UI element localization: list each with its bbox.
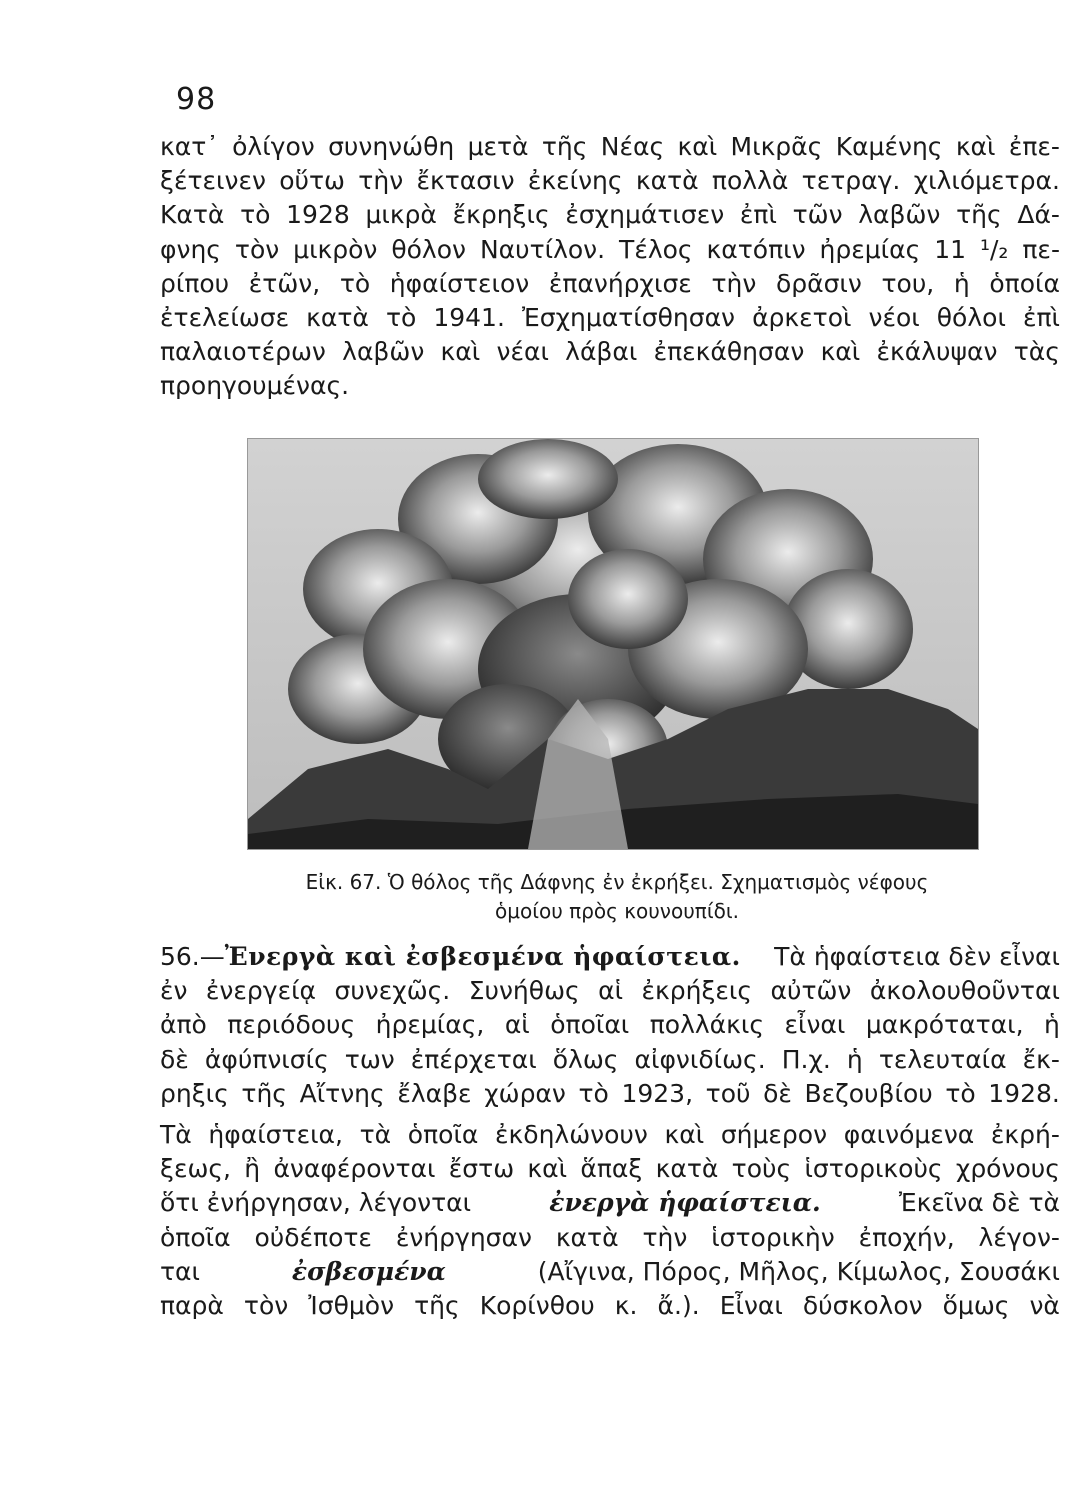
text-line: φνης τὸν μικρὸν θόλον Ναυτίλον. Τέλος κατόπιν ἠρεμίας 11 ¹/₂ πε- [160, 234, 1060, 264]
text-line: ὅτι ἐνήργησαν, λέγονται ἐνεργὰ ἡφαίστεια. Ἐκεῖνα δὲ τὰ [160, 1186, 1060, 1220]
text-line: ὁποῖα οὐδέποτε ἐνήργησαν κατὰ τὴν ἱστορικὴν ἐποχήν, λέγον- [160, 1222, 1060, 1252]
text-line: ρίπου ἐτῶν, τὸ ἡφαίστειον ἐπανήρχισε τὴν δρᾶσιν του, ἡ ὁποία [160, 268, 1060, 298]
text-line: ξεως, ἢ ἀναφέρονται ἔστω καὶ ἅπαξ κατὰ τοὺς ἱστορικοὺς χρόνους [160, 1154, 1060, 1184]
text-line: ρηξις τῆς Αἴτνης ἔλαβε χώραν τὸ 1923, τοῦ δὲ Βεζουβίου τὸ 1928. [160, 1078, 1060, 1108]
section-heading: Ἐνεργὰ καὶ ἐσβεσμένα ἡφαίστεια. [224, 942, 741, 971]
text-line: ξέτεινεν οὕτω τὴν ἔκτασιν ἐκείνης κατὰ πολλὰ τετραγ. χιλιόμετρα. [160, 166, 1060, 196]
text-line: ἐτελείωσε κατὰ τὸ 1941. Ἐσχηματίσθησαν ἀρκετοὶ νέοι θόλοι ἐπὶ [160, 303, 1060, 333]
text-line: ἐν ἐνεργείᾳ συνεχῶς. Συνήθως αἱ ἐκρήξεις αὐτῶν ἀκολουθοῦνται [160, 976, 1060, 1006]
term-active-volcanoes: ἐνεργὰ ἡφαίστεια. [549, 1188, 821, 1218]
text-line: παρὰ τὸν Ἰσθμὸν τῆς Κορίνθου κ. ἄ.). Εἶναι δύσκολον ὅμως νὰ [160, 1291, 1060, 1321]
text-line: προηγουμένας. [160, 371, 350, 401]
eruption-photo [247, 438, 979, 850]
text-line: κατ᾽ ὀλίγον συνηνώθη μετὰ τῆς Νέας καὶ Μικρᾶς Καμένης καὶ ἐπε- [160, 132, 1060, 161]
paragraph-santorini-history [160, 130, 1060, 404]
text-line: ἀπὸ περιόδους ἠρεμίας, αἱ ὁποῖαι πολλάκις εἶναι μακρόταται, ἡ [160, 1010, 1060, 1040]
caption-line: ὁμοίου πρὸς κουνουπίδι. [495, 899, 739, 923]
section-number: 56.— [160, 942, 225, 971]
heading-rest-text: Τὰ ἡφαίστεια δὲν εἶναι [774, 942, 1060, 971]
text-line: δὲ ἀφύπνισίς των ἐπέρχεται ὅλως αἰφνιδίως. Π.χ. ἡ τελευταία ἔκ- [160, 1044, 1060, 1074]
text-line: παλαιοτέρων λαβῶν καὶ νέαι λάβαι ἐπεκάθησαν καὶ ἐκάλυψαν τὰς [160, 337, 1060, 367]
section-heading-line [160, 940, 1060, 974]
term-extinct: ἐσβεσμένα [291, 1256, 446, 1286]
text-line: Κατὰ τὸ 1928 μικρὰ ἔκρηξις ἐσχημάτισεν ἐπὶ τῶν λαβῶν τῆς Δά- [160, 200, 1060, 230]
text-line: Τὰ ἡφαίστεια, τὰ ὁποῖα ἐκδηλώνουν καὶ σήμερον φαινόμενα ἐκρή- [160, 1120, 1060, 1149]
section-56 [160, 940, 1060, 1111]
paragraph-definitions [160, 1118, 1060, 1323]
text-line: ται ἐσβεσμένα (Αἴγινα, Πόρος, Μῆλος, Κίμωλος, Σουσάκι [160, 1255, 1060, 1289]
page-number: 98 [176, 82, 217, 117]
figure-caption [247, 868, 987, 926]
caption-line: Εἰκ. 67. Ὁ θόλος τῆς Δάφνης ἐν ἐκρήξει. Σχηματισμὸς νέφους [305, 870, 929, 894]
